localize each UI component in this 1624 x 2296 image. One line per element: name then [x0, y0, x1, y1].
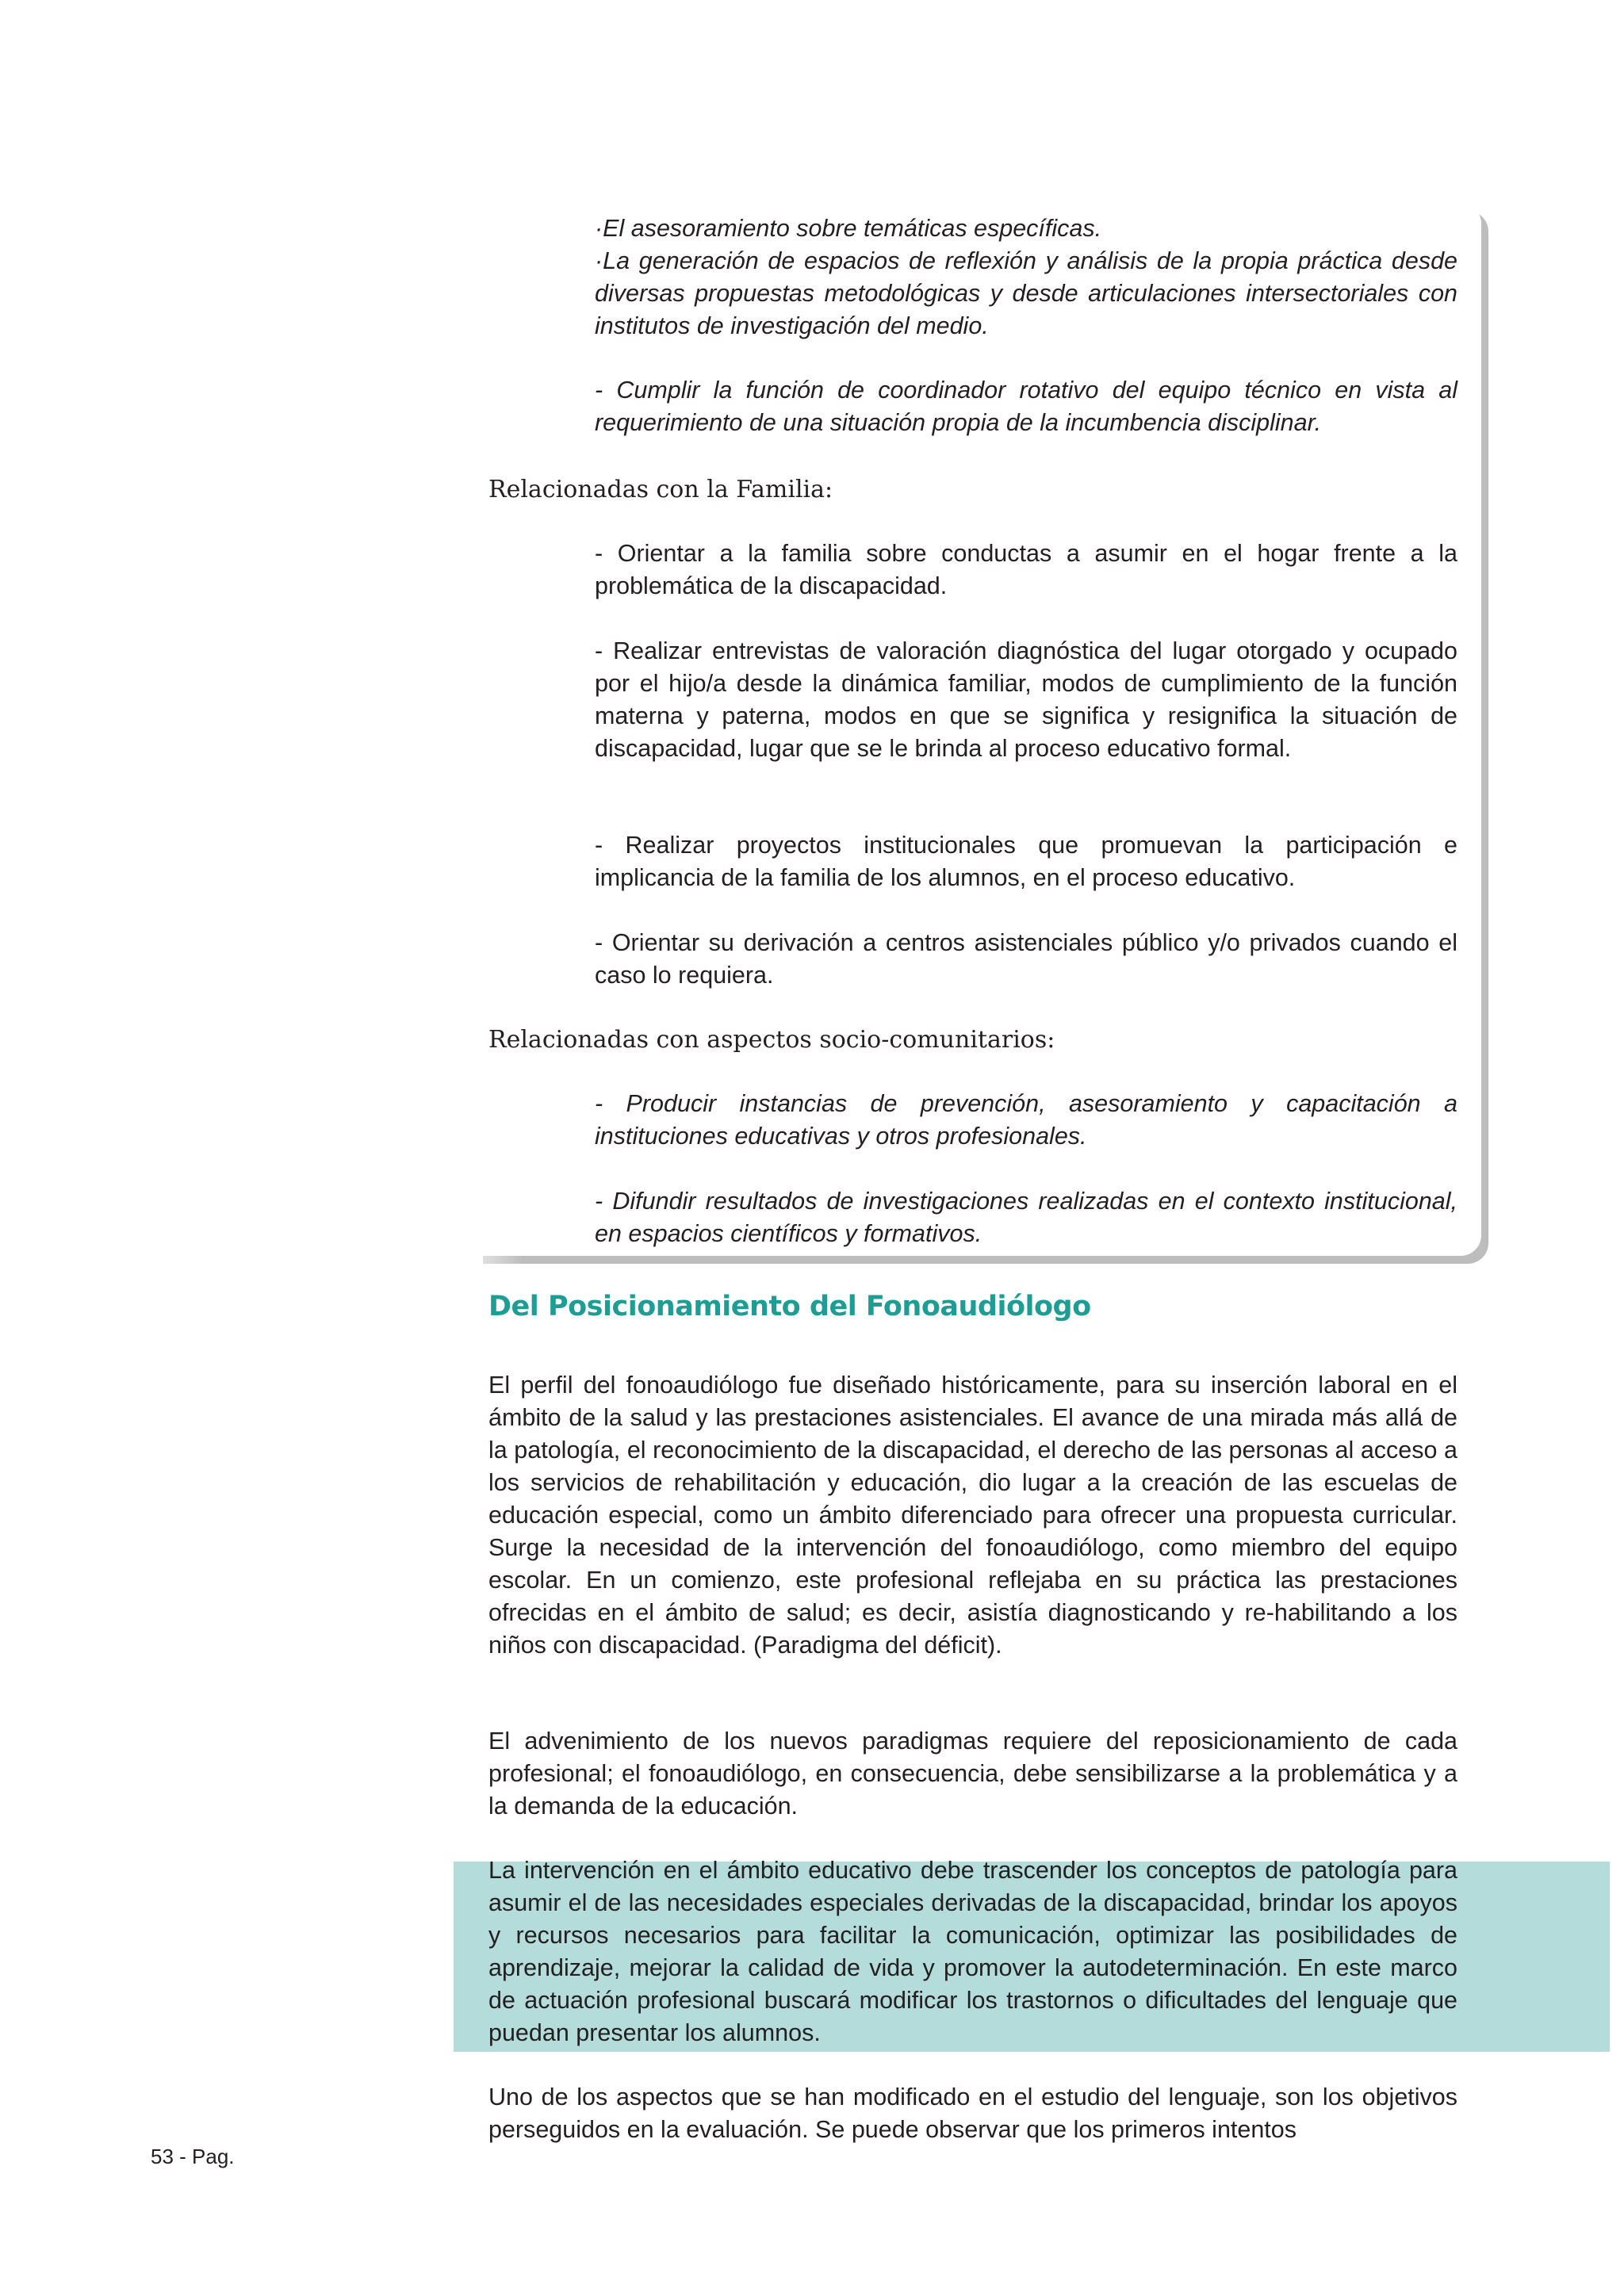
box-line-generacion: ·La generación de espacios de reflexión y análisis de la propia práctica desde diversas propuestas metodológicas y desde articulaciones intersectoriales con institutos de investigación del medio. [595, 247, 1457, 339]
box-shadow-fade [444, 1253, 523, 1267]
familia-item-1: - Orientar a la familia sobre conductas a asumir en el hogar frente a la problemática de la discapacidad. [595, 540, 1457, 599]
section-title: Del Posicionamiento del Fonoaudiólogo [488, 1291, 1091, 1322]
heading-familia: Relacionadas con la Familia: [488, 476, 833, 503]
body-paragraph-4: Uno de los aspectos que se han modificado en el estudio del lenguaje, son los objetivos perseguidos en la evaluación. Se puede observar que los primeros intentos [488, 2084, 1457, 2143]
highlighted-paragraph: La intervención en el ámbito educativo debe trascender los conceptos de patología para asumir el de las necesidades especiales derivadas de la discapacidad, brindar los apoyos y recursos necesarios para facilitar la comunicación, optimizar las posibilidades de aprendizaje, mejorar la calidad de vida y promover la autodeterminación. En este marco de actuación profesional buscará modificar los trastornos o dificultades del lenguaje que puedan presentar los alumnos. [488, 1857, 1457, 2046]
box-item-coordinador: - Cumplir la función de coordinador rotativo del equipo técnico en vista al requerimiento de una situación propia de la incumbencia disciplinar. [595, 377, 1457, 436]
socio-item-2: - Difundir resultados de investigaciones realizadas en el contexto institucional, en espacios científicos y formativos. [595, 1188, 1457, 1247]
socio-item-1: - Producir instancias de prevención, asesoramiento y capacitación a instituciones educativas y otros profesionales. [595, 1090, 1457, 1150]
familia-item-4: - Orientar su derivación a centros asistenciales público y/o privados cuando el caso lo requiera. [595, 929, 1457, 989]
heading-socio: Relacionadas con aspectos socio-comunitarios: [488, 1026, 1055, 1054]
familia-item-3: - Realizar proyectos institucionales que promuevan la participación e implicancia de la familia de los alumnos, en el proceso educativo. [595, 832, 1457, 891]
familia-item-2: - Realizar entrevistas de valoración diagnóstica del lugar otorgado y ocupado por el hijo/a desde la dinámica familiar, modos de cumplimiento de la función materna y paterna, modos en que se significa y resignifica la situación de discapacidad, lugar que se le brinda al proceso educativo formal. [595, 637, 1457, 762]
body-paragraph-1: El perfil del fonoaudiólogo fue diseñado históricamente, para su inserción laboral en el ámbito de la salud y las prestaciones asistenciales. El avance de una mirada más allá de la patología, el reconocimiento de la discapacidad, el derecho de las personas al acceso a los servicios de rehabilitación y educación, dio lugar a la creación de las escuelas de educación especial, como un ámbito diferenciado para ofrecer una propuesta curricular. Surge la necesidad de la intervención del fonoaudiólogo, como miembro del equipo escolar. En un comienzo, este profesional reflejaba en su práctica las prestaciones ofrecidas en el ámbito de salud; es decir, asistía diagnosticando y re-habilitando a los niños con discapacidad. (Paradigma del déficit). [488, 1372, 1457, 1659]
body-paragraph-2: El advenimiento de los nuevos paradigmas requiere del reposicionamiento de cada profesional; el fonoaudiólogo, en consecuencia, debe sensibilizarse a la problemática y a la demanda de la educación. [488, 1728, 1457, 1820]
box-line-asesoramiento: ·El asesoramiento sobre temáticas específicas. [595, 215, 1102, 242]
page-number: 53 - Pag. [151, 2145, 235, 2168]
